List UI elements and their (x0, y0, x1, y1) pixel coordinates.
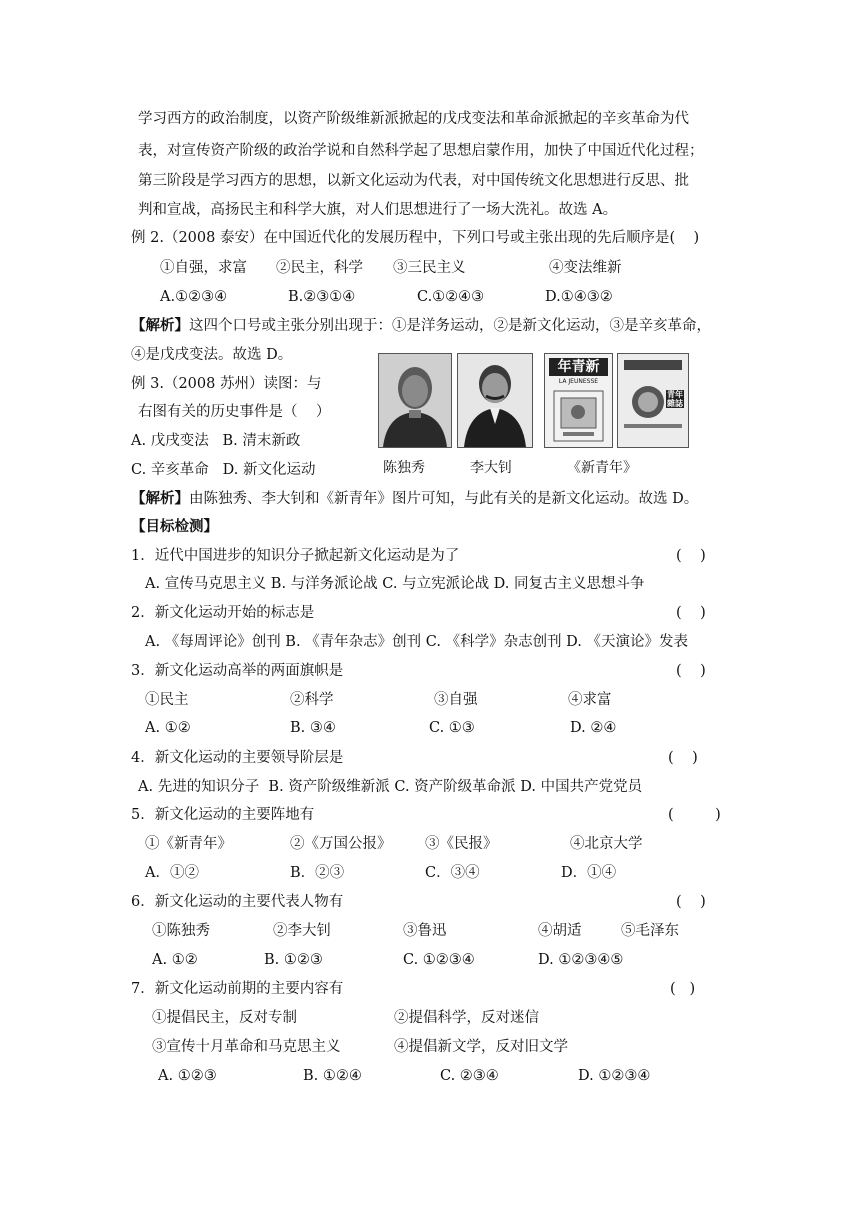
question-7-item-4: ④提倡新文学，反对旧文学 (394, 1039, 568, 1055)
intro-line-2: 表，对宣传资产阶级的政治学说和自然科学起了思想启蒙作用，加快了中国近代化过程； (138, 143, 704, 159)
question-5-option-b: B．②③ (290, 865, 345, 881)
example-2-analysis-line-2: ④是戊戌变法。故选 D。 (131, 347, 293, 363)
question-2: 2．新文化运动开始的标志是 (131, 605, 315, 621)
question-6-item-5: ⑤毛泽东 (621, 923, 679, 939)
example-2-option-c: C.①②④③ (417, 289, 485, 305)
analysis-tag: 【解析】 (131, 318, 189, 334)
question-3-item-2: ②科学 (290, 692, 334, 708)
intro-line-1: 学习西方的政治制度，以资产阶级维新派掀起的戊戌变法和革命派掀起的辛亥革命为代 (138, 111, 689, 127)
new-youth-cover-photo (544, 353, 613, 448)
question-5-item-1: ①《新青年》 (145, 836, 232, 852)
youth-magazine-title: 青年雜誌 (667, 389, 683, 408)
question-4-answer-paren: ( ) (668, 750, 698, 766)
question-3-option-b: B. ③④ (290, 720, 336, 736)
example-2-analysis-line-1 (131, 316, 711, 336)
question-6-item-1: ①陈独秀 (152, 923, 210, 939)
question-3-answer-paren: ( ) (676, 663, 706, 679)
question-4: 4．新文化运动的主要领导阶层是 (131, 750, 344, 766)
question-5-item-3: ③《民报》 (425, 836, 498, 852)
question-3-option-c: C. ①③ (429, 720, 475, 736)
question-5-answer-paren: ( ) (668, 807, 721, 823)
magazine-title: 年青新 (549, 358, 608, 376)
question-6-item-2: ②李大钊 (273, 923, 331, 939)
caption-chen-duxiu: 陈独秀 (383, 460, 425, 476)
question-7-item-2: ②提倡科学，反对迷信 (394, 1010, 539, 1026)
question-3-option-d: D. ②④ (570, 720, 617, 736)
example-2-option-b: B.②③①④ (288, 289, 356, 305)
question-5-item-2: ②《万国公报》 (290, 836, 392, 852)
question-6-item-3: ③鲁迅 (403, 923, 447, 939)
question-6-item-4: ④胡适 (538, 923, 582, 939)
example-3-options-2: C. 辛亥革命 D. 新文化运动 (131, 462, 316, 478)
question-7-item-1: ①提倡民主，反对专制 (152, 1010, 297, 1026)
question-6-option-d: D. ①②③④⑤ (538, 952, 624, 968)
li-dazhao-photo (457, 353, 533, 448)
example-3-question-1: 例 3.（2008 苏州）读图：与 (131, 376, 322, 392)
analysis-text: 由陈独秀、李大钊和《新青年》图片可知，与此有关的是新文化运动。故选 D。 (189, 491, 699, 507)
question-3-item-1: ①民主 (145, 692, 189, 708)
chen-duxiu-portrait-icon (379, 354, 451, 447)
example-3-options-1: A. 戊戌变法 B. 清末新政 (131, 433, 301, 449)
example-2-item-3: ③三民主义 (393, 260, 466, 276)
question-7-item-3: ③宣传十月革命和马克思主义 (152, 1039, 341, 1055)
question-6: 6．新文化运动的主要代表人物有 (131, 894, 344, 910)
question-7-option-c: C. ②③④ (440, 1068, 499, 1084)
example-2-option-a: A.①②③④ (160, 289, 228, 305)
example-2-item-4: ④变法维新 (549, 260, 622, 276)
magazine-cover-art-icon (553, 390, 604, 442)
question-7-option-d: D. ①②③④ (578, 1068, 651, 1084)
question-2-options: A. 《每周评论》创刊 B. 《青年杂志》创刊 C. 《科学》杂志创刊 D. 《天演论》发表 (145, 634, 689, 650)
question-4-options: A. 先进的知识分子 B. 资产阶级维新派 C. 资产阶级革命派 D. 中国共产党党员 (138, 779, 643, 795)
question-6-option-b: B. ①②③ (264, 952, 323, 968)
caption-li-dazhao: 李大钊 (470, 460, 512, 476)
question-7-answer-paren: ( ) (670, 981, 696, 997)
question-1-options: A. 宣传马克思主义 B. 与洋务派论战 C. 与立宪派论战 D. 同复古主义思想斗争 (145, 576, 645, 592)
li-dazhao-portrait-icon (458, 354, 532, 447)
example-2-question: 例 2.（2008 泰安）在中国近代化的发展历程中，下列口号或主张出现的先后顺序是( ) (131, 230, 700, 246)
question-1-answer-paren: ( ) (676, 548, 706, 564)
question-7-option-b: B. ①②④ (303, 1068, 362, 1084)
question-6-option-c: C. ①②③④ (403, 952, 475, 968)
question-5-option-a: A．①② (145, 865, 199, 881)
intro-line-4: 判和宣战，高扬民主和科学大旗，对人们思想进行了一场大洗礼。故选 A。 (138, 202, 618, 218)
magazine-subtitle: LA JEUNESSE (558, 378, 599, 385)
question-1: 1．近代中国进步的知识分子掀起新文化运动是为了 (131, 548, 460, 564)
analysis-tag: 【解析】 (131, 491, 189, 507)
intro-line-3: 第三阶段是学习西方的思想，以新文化运动为代表，对中国传统文化思想进行反思、批 (138, 173, 689, 189)
question-5-option-c: C．③④ (425, 865, 480, 881)
example-2-item-2: ②民主，科学 (276, 260, 363, 276)
youth-magazine-cover-photo (617, 353, 689, 448)
question-5-option-d: D．①④ (561, 865, 617, 881)
question-6-answer-paren: ( ) (676, 894, 706, 910)
question-2-answer-paren: ( ) (676, 605, 706, 621)
example-2-item-1: ①自强，求富 (160, 260, 247, 276)
question-5-item-4: ④北京大学 (570, 836, 643, 852)
question-6-option-a: A. ①② (152, 952, 198, 968)
question-3-option-a: A. ①② (145, 720, 191, 736)
question-7-option-a: A. ①②③ (158, 1068, 217, 1084)
question-5: 5．新文化运动的主要阵地有 (131, 807, 315, 823)
example-3-analysis (131, 489, 698, 509)
analysis-text: 这四个口号或主张分别出现于：①是洋务运动，②是新文化运动，③是辛亥革命， (189, 318, 711, 334)
example-3-question-2: 右图有关的历史事件是（ ） (138, 404, 331, 420)
chen-duxiu-photo (378, 353, 452, 448)
question-3: 3．新文化运动高举的两面旗帜是 (131, 663, 344, 679)
example-2-option-d: D.①④③② (545, 289, 613, 305)
caption-new-youth: 《新青年》 (567, 460, 637, 476)
section-title: 【目标检测】 (131, 519, 218, 535)
question-3-item-4: ④求富 (568, 692, 612, 708)
question-3-item-3: ③自强 (434, 692, 478, 708)
question-7: 7．新文化运动前期的主要内容有 (131, 981, 344, 997)
